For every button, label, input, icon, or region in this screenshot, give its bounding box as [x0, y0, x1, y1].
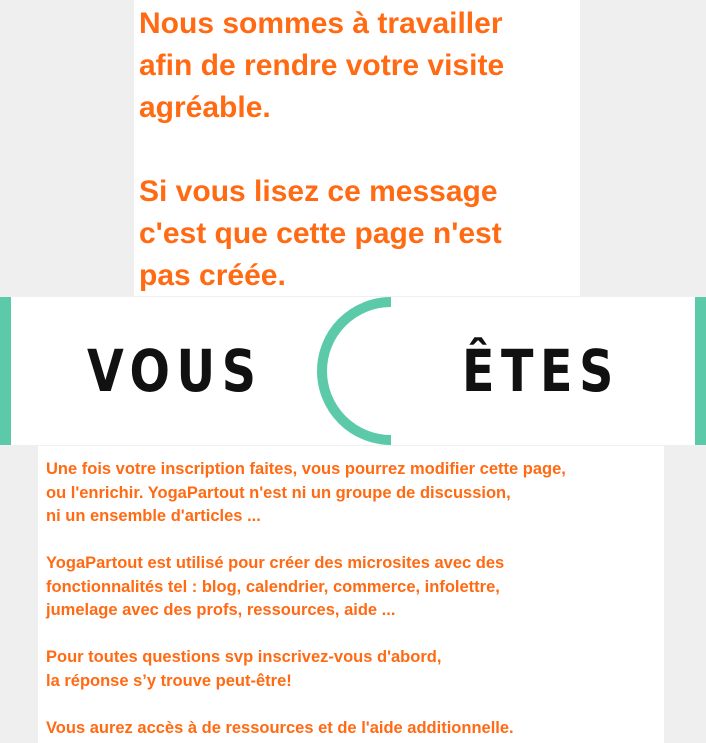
info-paragraph-resources: Vous aurez accès à de ressources et de l'aide additionnelle. [46, 718, 514, 737]
vous-etes-banner [0, 297, 706, 445]
banner-right-accent-bar [695, 297, 706, 445]
info-paragraph-questions: Pour toutes questions svp inscrivez-vous d'abord, la réponse s’y trouve peut-être! [46, 648, 442, 690]
info-paragraph-features: YogaPartout est utilisé pour créer des microsites avec des fonctionnalités tel : blog, calendrier, commerce, infolettre, jumelage avec des profs, ressources, aide ... [46, 554, 505, 619]
top-message [139, 3, 579, 297]
banner-word-vous: VOUS [87, 337, 263, 405]
banner-left-accent-bar [0, 297, 11, 445]
message-paragraph-not-created: Si vous lisez ce message c'est que cette page n'est pas créée. [139, 175, 502, 292]
info-paragraph-registration: Une fois votre inscription faites, vous pourrez modifier cette page, ou l'enrichir. YogaPartout n'est ni un groupe de discussion, ni un ensemble d'articles ... [46, 460, 566, 525]
message-paragraph-working: Nous sommes à travailler afin de rendre votre visite agréable. [139, 7, 505, 124]
banner-word-etes: ÊTES [462, 337, 620, 405]
info-text [46, 458, 676, 740]
banner-arc-icon [314, 297, 396, 445]
